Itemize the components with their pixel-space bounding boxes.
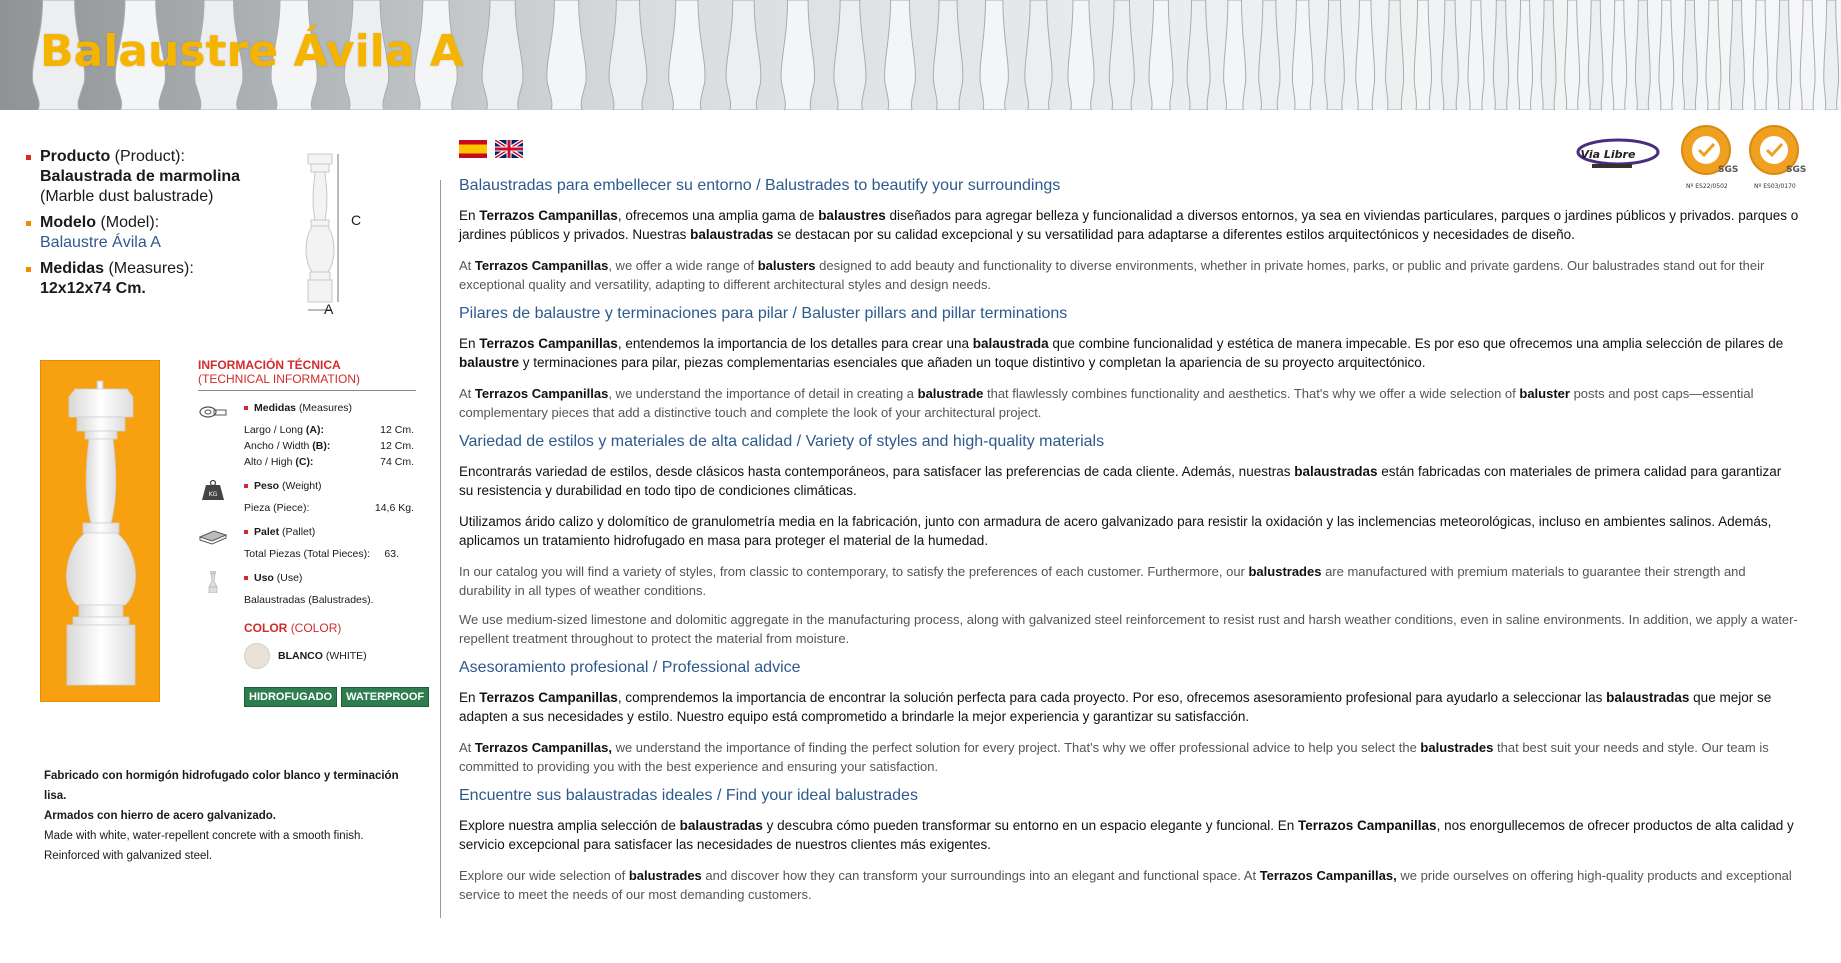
paragraph-es: En Terrazos Campanillas, entendemos la importancia de los detalles para crear una balaustrada que combine funcionalidad y estética de manera impecable. Es por eso que ofrecemos una amplia selección de pilares de balaustre y terminaciones para pilar, piezas complementarias esenciales que añaden un toque distintivo y completan la apariencia de su proyecto arquitectónico. (459, 336, 1784, 370)
tape-measure-icon (198, 401, 228, 423)
banner-baluster (1386, 0, 1404, 110)
baluster-dimension-drawing (300, 150, 380, 320)
tech-palet: Palet (Pallet) Total Piezas (Total Pieces): 63. (198, 525, 418, 561)
technical-information (198, 358, 425, 707)
paragraph-en: At Terrazos Campanillas, we offer a wide range of balusters designed to add beauty and functionality to diverse environments, whether in private homes, parks, or public and private gardens. Our balustrades stand out for their exceptional quality and versatility, adapting to different architectural styles and design needs. (459, 258, 1765, 292)
svg-text:SGS: SGS (1786, 165, 1807, 175)
color-row: BLANCO (WHITE) (244, 643, 418, 669)
spec-producto: Producto (Product): Balaustrada de marmolina (Marble dust balustrade) (26, 147, 306, 207)
badge-hidrofugado: HIDROFUGADO (244, 687, 337, 707)
tech-largo-row: Largo / Long (A): 12 Cm. (244, 424, 414, 436)
banner-baluster (1682, 0, 1697, 110)
banner-baluster (1541, 0, 1556, 110)
banner-baluster (1753, 0, 1768, 110)
svg-text:KG: KG (208, 491, 218, 498)
language-flags (459, 140, 523, 158)
banner-baluster (726, 0, 761, 110)
color-title: COLOR (COLOR) (244, 621, 342, 635)
tech-palet-row: Total Piezas (Total Pieces): 63. (244, 548, 399, 560)
section-title: Pilares de balaustre y terminaciones para pilar / Baluster pillars and pillar terminations (459, 305, 1068, 322)
svg-text:Via Libre: Via Libre (1580, 148, 1636, 161)
paragraph-es: En Terrazos Campanillas, ofrecemos una amplia gama de balaustres diseñados para agregar belleza y funcionalidad a diversos entornos, ya sea en viviendas particulares, parques o jardines públicos y privados. parques o jardines públicos y privados. Nuestras balaustradas se destacan por su calidad excepcional y su versatilidad para adaptarse a diferentes estilos arquitectónicos y necesidades de diseño. (459, 208, 1799, 242)
banner-baluster (1325, 0, 1345, 110)
paragraph-en: Explore our wide selection of balustrades and discover how they can transform your surroundings into an elegant and functional space. At Terrazos Campanillas, we pride ourselves on offering high-quality products and exceptional service to meet the needs of our most demanding customers. (459, 868, 1792, 902)
feature-badges (244, 687, 425, 707)
content-divider (440, 180, 441, 918)
product-image-card (40, 360, 160, 702)
banner-baluster (1068, 0, 1094, 110)
banner-baluster (1292, 0, 1312, 110)
paragraph-en: At Terrazos Campanillas, we understand the importance of finding the perfect solution for every project. That's why we offer professional advice to help you select the balustrades that best suit your needs and style. Our team is committed to providing you with the best experience and ensuring your satisfaction. (459, 740, 1769, 774)
tech-uso: Uso (Use) Balaustradas (Balustrades). (198, 571, 418, 607)
section-title: Encuentre sus balaustradas ideales / Find your ideal balustrades (459, 787, 918, 804)
paragraph-es: En Terrazos Campanillas, comprendemos la importancia de encontrar la solución perfecta para cada proyecto. Por eso, ofrecemos asesoramiento profesional para ayudarlo a seleccionar las balaustradas que mejor se adapten a sus necesidades y estilo. Nuestro equipo está comprometido a brindarle la mejor experiencia y garantizar su satisfacción. (459, 690, 1772, 724)
banner-baluster (1025, 0, 1052, 110)
banner-baluster (1109, 0, 1134, 110)
banner-baluster (547, 0, 586, 110)
banner-baluster (1356, 0, 1375, 110)
paragraph-es: Encontrarás variedad de estilos, desde clásicos hasta contemporáneos, para satisfacer las preferencias de cada cliente. Además, nuestras balaustradas están fabricadas con materiales de primera calidad para garantizar su resistencia y durabilidad en todo tipo de condiciones climáticas. (459, 464, 1782, 498)
banner-baluster (1800, 0, 1815, 110)
uk-flag-icon[interactable] (495, 140, 523, 158)
product-spec-list (26, 147, 306, 305)
banner-baluster (482, 0, 523, 110)
material-footnote: Fabricado con hormigón hidrofugado color blanco y terminación lisa. Armados con hierro de acero galvanizado. Made with white, water-repellent concrete with a smooth finish. Reinforced with galvanized steel. (44, 770, 399, 862)
spec-modelo: Modelo (Model): Balaustre Ávila A (26, 213, 306, 253)
weight-kg-icon (198, 479, 228, 501)
baluster-product-image (41, 361, 161, 703)
banner-baluster (1187, 0, 1210, 110)
badge-waterproof: WATERPROOF (341, 687, 429, 707)
banner-baluster (933, 0, 963, 110)
banner-baluster (1824, 0, 1839, 110)
banner-baluster (1468, 0, 1484, 110)
banner-baluster (1493, 0, 1508, 110)
banner-baluster (1565, 0, 1580, 110)
header-banner (0, 0, 1841, 110)
banner-baluster (980, 0, 1008, 110)
banner-baluster (1706, 0, 1721, 110)
banner-baluster (1259, 0, 1280, 110)
banner-baluster (1777, 0, 1792, 110)
section-title: Asesoramiento profesional / Professional advice (459, 659, 801, 676)
banner-baluster (1612, 0, 1627, 110)
banner-baluster (1730, 0, 1745, 110)
paragraph-en: We use medium-sized limestone and dolomitic aggregate in the manufacturing process, along with galvanized steel reinforcement to resist rust and harsh weather conditions, even in saline environments. In addition, we apply a water-repellent treatment throughout to protect the material from moisture. (459, 612, 1798, 646)
via-libre-logo (1578, 140, 1658, 168)
tech-alto-row: Alto / High (C): 74 Cm. (244, 456, 414, 468)
page-title: Balaustre Ávila A (40, 26, 464, 77)
pallet-icon (198, 525, 228, 547)
dimension-a-label: A (324, 301, 334, 317)
banner-baluster (1635, 0, 1650, 110)
paragraph-es: Utilizamos árido calizo y dolomítico de granulometría media en la fabricación, junto con armadura de acero galvanizado para resistir la oxidación y las inclemencias meteorológicas, incluso en ambientes salinos. Además, aplicamos un tratamiento hidrofugado en masa para proteger el material de la humedad. (459, 514, 1772, 548)
paragraph-en: At Terrazos Campanillas, we understand the importance of detail in creating a balustrade that flawlessly combines functionality and aesthetics. That's why we offer a wide selection of baluster posts and post caps—essential complementary pieces that add a distinctive touch and complete the look of your architectural project. (459, 386, 1754, 420)
tech-title: INFORMACIÓN TÉCNICA (198, 358, 341, 372)
dimension-c-label: C (351, 212, 362, 228)
section-title: Balaustradas para embellecer su entorno / Balustrades to beautify your surroundings (459, 177, 1061, 194)
paragraph-es: Explore nuestra amplia selección de balaustradas y descubra cómo pueden transformar su entorno en un espacio elegante y funcional. En Terrazos Campanillas, nos enorgullecemos de ofrecer productos de alta calidad y servicio excepcional para satisfacer las necesidades de nuestros clientes más exigentes. (459, 818, 1794, 852)
banner-baluster (834, 0, 866, 110)
tech-subtitle: (TECHNICAL INFORMATION) (198, 372, 416, 391)
banner-baluster (1518, 0, 1533, 110)
svg-text:Nº ES03/0170: Nº ES03/0170 (1754, 183, 1796, 190)
main-content (459, 176, 1799, 914)
spec-medidas: Medidas (Measures): 12x12x74 Cm. (26, 259, 306, 299)
banner-baluster (1149, 0, 1173, 110)
tech-peso-row: Pieza (Piece): 14,6 Kg. (244, 502, 414, 514)
banner-baluster (1224, 0, 1246, 110)
tech-peso: KG Peso (Weight) Pieza (Piece): 14,6 Kg. (198, 479, 418, 515)
section-title: Variedad de estilos y materiales de alta calidad / Variety of styles and high-quality materials (459, 433, 1105, 450)
banner-baluster (781, 0, 814, 110)
svg-text:SGS: SGS (1718, 165, 1739, 175)
spain-flag-icon[interactable] (459, 140, 487, 158)
tech-ancho-row: Ancho / Width (B): 12 Cm. (244, 440, 414, 452)
banner-baluster (1588, 0, 1603, 110)
banner-baluster (1442, 0, 1459, 110)
banner-baluster (885, 0, 916, 110)
tech-uso-row: Balaustradas (Balustrades). (244, 594, 374, 606)
tech-medidas: Medidas (Measures) Largo / Long (A): 12 Cm. Ancho / Width (B): 12 Cm. Alto / High (C): 74 Cm. (198, 401, 418, 469)
baluster-use-icon (198, 571, 228, 593)
banner-baluster (1414, 0, 1431, 110)
svg-text:Nº ES22/0502: Nº ES22/0502 (1686, 183, 1728, 190)
banner-baluster (1659, 0, 1674, 110)
color-swatch-white (244, 643, 270, 669)
banner-baluster (669, 0, 705, 110)
banner-baluster (609, 0, 647, 110)
paragraph-en: In our catalog you will find a variety of styles, from classic to contemporary, to satisfy the preferences of each customer. Furthermore, our balustrades are manufactured with premium materials to guarantee their strength and durability in all types of weather conditions. (459, 564, 1746, 598)
